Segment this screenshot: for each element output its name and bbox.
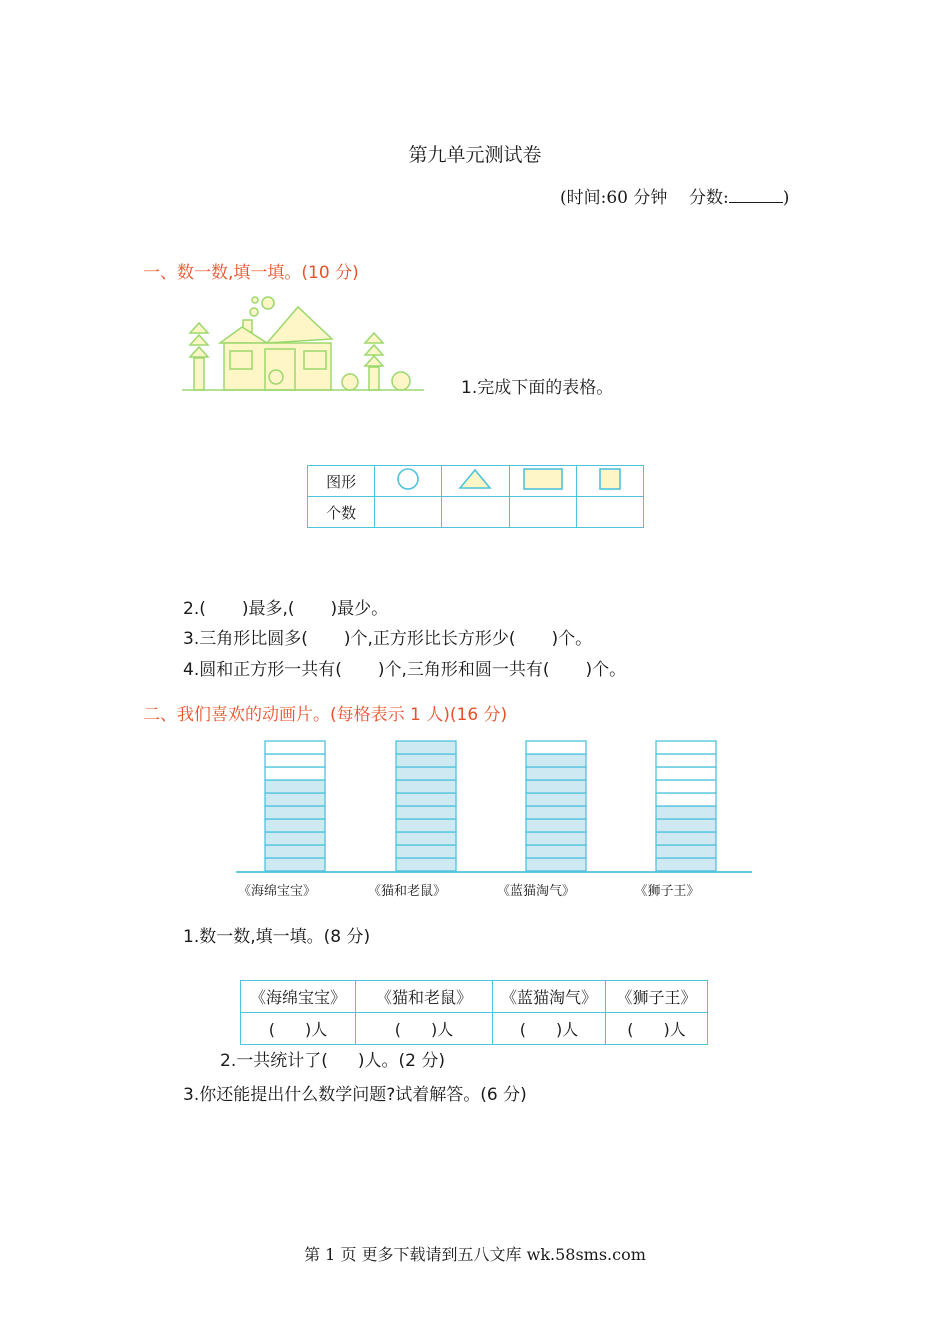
bar-cell-filled bbox=[526, 754, 586, 767]
bar-cell-filled bbox=[396, 858, 456, 871]
answer-cell[interactable]: ( )人 bbox=[356, 1013, 493, 1045]
bar-cell-filled bbox=[526, 858, 586, 871]
square-icon bbox=[598, 467, 622, 491]
table-row bbox=[241, 1013, 708, 1045]
bar-cell-empty bbox=[656, 780, 716, 793]
time-score-line bbox=[560, 183, 789, 208]
answer-cell[interactable]: ( )人 bbox=[493, 1013, 606, 1045]
section1-q3: 3.三角形比圆多( )个,正方形比长方形少( )个。 bbox=[183, 629, 593, 649]
row-label-count: 个数 bbox=[308, 497, 375, 528]
bar-cell-filled bbox=[396, 793, 456, 806]
bar-cell-filled bbox=[526, 780, 586, 793]
bar-cell-filled bbox=[526, 819, 586, 832]
answer-cell[interactable] bbox=[509, 497, 576, 528]
bar-cell-empty bbox=[656, 741, 716, 754]
bar-cell-filled bbox=[396, 819, 456, 832]
answer-cell[interactable]: ( )人 bbox=[241, 1013, 356, 1045]
section1-q1: 1.完成下面的表格。 bbox=[461, 378, 614, 398]
bar-cell-empty bbox=[265, 767, 325, 780]
category-label: 《狮子王》 bbox=[634, 884, 700, 899]
bar-column bbox=[265, 741, 325, 871]
section2-q3: 3.你还能提出什么数学问题?试着解答。(6 分) bbox=[183, 1085, 527, 1105]
cartoon-count-table bbox=[240, 980, 708, 1045]
bar-cell-empty bbox=[656, 754, 716, 767]
bar-cell-filled bbox=[396, 780, 456, 793]
section1-q4: 4.圆和正方形一共有( )个,三角形和圆一共有( )个。 bbox=[183, 660, 627, 680]
meta-suffix: ) bbox=[782, 188, 790, 208]
bar-cell-filled bbox=[265, 793, 325, 806]
bar-cell-filled bbox=[396, 754, 456, 767]
section2-q1: 1.数一数,填一填。(8 分) bbox=[183, 927, 371, 947]
cartoon-bar-chart bbox=[230, 735, 760, 880]
table-row bbox=[308, 466, 644, 497]
bar-cell-empty bbox=[265, 741, 325, 754]
bar-cell-filled bbox=[656, 845, 716, 858]
bar-column bbox=[656, 741, 716, 871]
bar-cell-filled bbox=[526, 845, 586, 858]
bar-cell-filled bbox=[265, 845, 325, 858]
category-label: 《海绵宝宝》 bbox=[237, 884, 316, 899]
answer-cell[interactable] bbox=[375, 497, 442, 528]
bar-column bbox=[396, 741, 456, 871]
triangle-icon bbox=[457, 467, 493, 491]
bar-cell-filled bbox=[396, 832, 456, 845]
section1-heading: 一、数一数,填一填。(10 分) bbox=[143, 263, 359, 283]
bar-cell-filled bbox=[396, 741, 456, 754]
bar-cell-filled bbox=[656, 832, 716, 845]
score-blank[interactable] bbox=[729, 188, 783, 203]
answer-cell[interactable] bbox=[576, 497, 643, 528]
page-footer: 第 1 页 更多下载请到五八文库 wk.58sms.com bbox=[304, 1245, 646, 1264]
section1-q2: 2.( )最多,( )最少。 bbox=[183, 599, 389, 619]
bar-cell-filled bbox=[265, 832, 325, 845]
answer-cell[interactable] bbox=[442, 497, 509, 528]
bar-cell-empty bbox=[656, 793, 716, 806]
answer-cell[interactable]: ( )人 bbox=[606, 1013, 708, 1045]
bar-cell-empty bbox=[265, 754, 325, 767]
bar-cell-filled bbox=[265, 806, 325, 819]
chart-category-labels bbox=[238, 880, 758, 900]
section2-q2: 2.一共统计了( )人。(2 分) bbox=[220, 1051, 445, 1071]
bar-cell-empty bbox=[526, 741, 586, 754]
row-label-shape: 图形 bbox=[308, 466, 375, 497]
bar-cell-filled bbox=[526, 806, 586, 819]
table-header: 《狮子王》 bbox=[606, 981, 708, 1013]
bar-column bbox=[526, 741, 586, 871]
section2-heading: 二、我们喜欢的动画片。(每格表示 1 人)(16 分) bbox=[143, 705, 508, 725]
table-header: 《蓝猫淘气》 bbox=[493, 981, 606, 1013]
table-row bbox=[308, 497, 644, 528]
category-label: 《猫和老鼠》 bbox=[367, 884, 446, 899]
page-title: 第九单元测试卷 bbox=[408, 144, 542, 166]
bar-cell-filled bbox=[396, 806, 456, 819]
shape-count-table bbox=[307, 465, 644, 528]
bar-cell-filled bbox=[265, 780, 325, 793]
time-label: (时间:60 分钟 bbox=[560, 188, 668, 208]
bar-cell-filled bbox=[396, 767, 456, 780]
category-label: 《蓝猫淘气》 bbox=[496, 884, 575, 899]
bar-cell-filled bbox=[526, 832, 586, 845]
bar-cell-filled bbox=[656, 858, 716, 871]
table-row bbox=[241, 981, 708, 1013]
bar-cell-filled bbox=[656, 806, 716, 819]
bar-cell-filled bbox=[265, 858, 325, 871]
rectangle-icon bbox=[522, 467, 564, 491]
bar-cell-filled bbox=[526, 767, 586, 780]
score-label: 分数: bbox=[689, 188, 729, 208]
bar-cell-filled bbox=[396, 845, 456, 858]
table-header: 《海绵宝宝》 bbox=[241, 981, 356, 1013]
bar-cell-filled bbox=[265, 819, 325, 832]
bar-cell-filled bbox=[656, 819, 716, 832]
bar-cell-empty bbox=[656, 767, 716, 780]
house-illustration bbox=[180, 293, 430, 395]
table-header: 《猫和老鼠》 bbox=[356, 981, 493, 1013]
bar-cell-filled bbox=[526, 793, 586, 806]
circle-icon bbox=[395, 466, 421, 492]
